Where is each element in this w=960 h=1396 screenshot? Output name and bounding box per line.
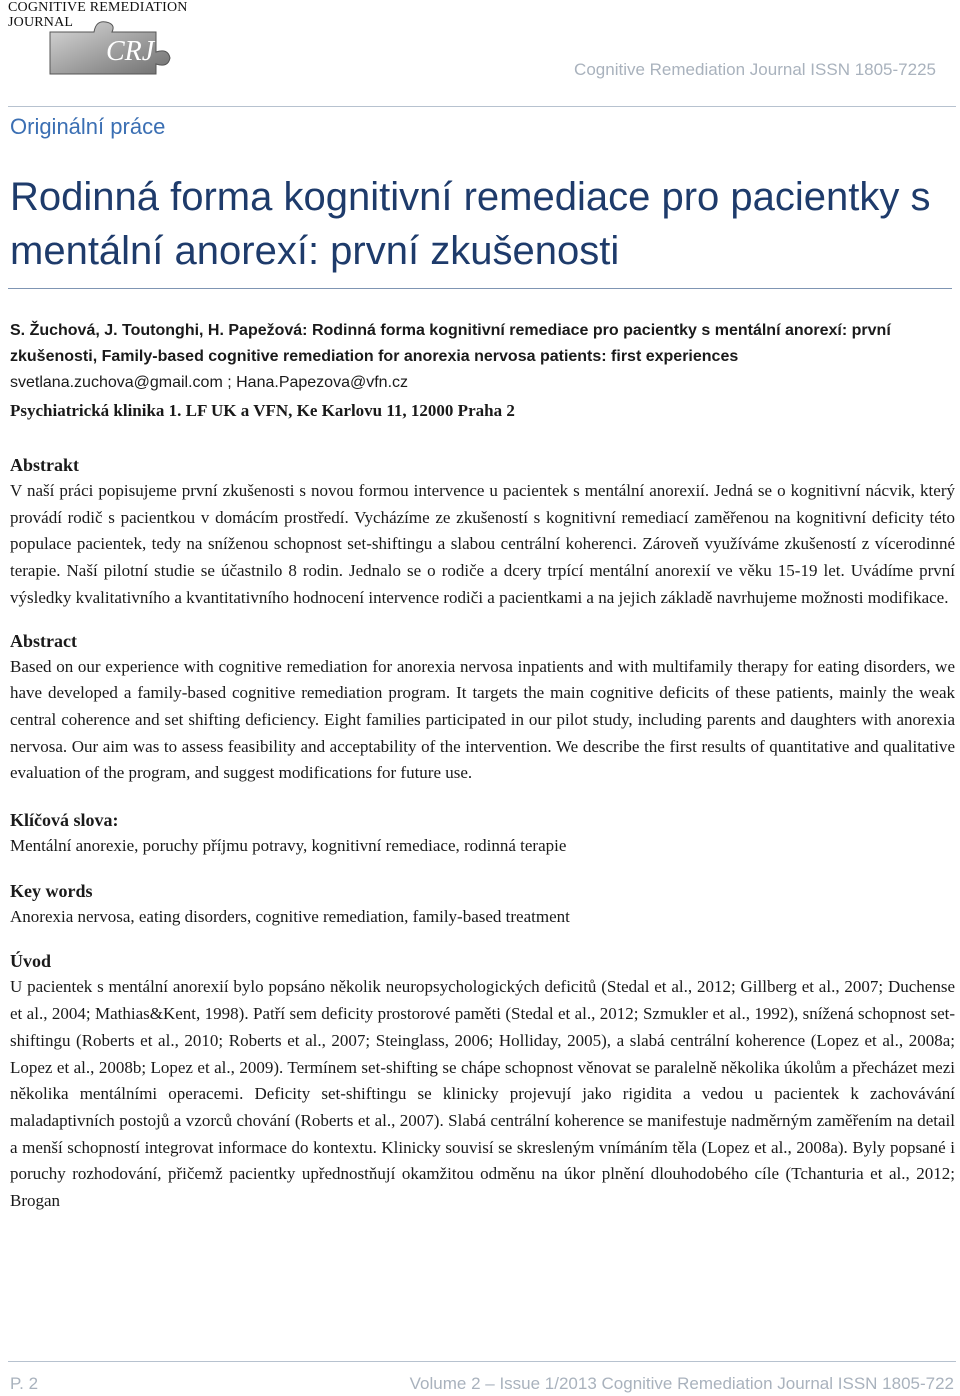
abstract-heading: Abstract [10,630,77,651]
affiliation: Psychiatrická klinika 1. LF UK a VFN, Ke Karlovu 11, 12000 Praha 2 [10,401,515,420]
key-words-heading: Key words [10,880,93,901]
footer-divider [8,1361,956,1362]
article-body [10,452,955,1215]
journal-logo [8,0,218,76]
logo-mark-text: CRJ [106,36,155,67]
key-words-text: Anorexia nervosa, eating disorders, cognitive remediation, family-based treatment [10,906,570,926]
puzzle-logo-icon [46,12,206,76]
citation: S. Žuchová, J. Toutonghi, H. Papežová: Rodinná forma kognitivní remediace pro pacientky s mentální anorexí: první zkušenosti, Family-based cognitive remediation for anorexia nervosa patients: first experiences [10,322,891,365]
header-divider [8,106,956,107]
logo-line-1: COGNITIVE REMEDIATION [8,0,188,15]
uvod-heading: Úvod [10,951,52,972]
abstract-text: Based on our experience with cognitive remediation for anorexia nervosa inpatients and with multifamily therapy for eating disorders, we have developed a family-based cognitive remediation program. It targets the main cognitive deficits of these patients, mainly the weak central coherence and set shifting deficiency. Eight families participated in our pilot study, including parents and daughters with anorexia nervosa. Our aim was to assess feasibility and acceptability of the intervention. We describe the first results of quantitative and qualitative evaluation of the program, and suggest modifications for future use. [10,656,955,783]
uvod-text: U pacientek s mentální anorexií bylo popsáno několik neuropsychologických deficitů (Stedal et al., 2012; Gillberg et al., 2007; Duchense et al., 2004; Mathias&Kent, 1998). Patří sem deficity prostorové paměti (Stedal et al., 2012; Szmukler et al., 1992), snížená schopnost set-shiftingu (Roberts et al., 2010; Roberts et al., 2007; Steinglass, 2006; Holliday, 2005), a slabá centrální koherence (Lopez et al., 2008a; Lopez et al., 2008b; Lopez et al., 2009). Termínem set-shifting se chápe schopnost věnovat se paralelně několika úkolům a přecházet mezi několika mentálními operacemi. Deficity set-shiftingu se klinicky projevují jako rigidita a vedou u pacientek k zachovávání maladaptivních postojů a vzorců chování (Roberts et al., 2007). Slabá centrální koherence se manifestuje nadměrným zaměřením na detail a menší schopností integrovat informace do kontextu. Klinicky souvisí se skresleným vnímáním těla (Lopez et al., 2008a). Byly popsané i poruchy rozhodování, přičemž pacientky upřednostňují okamžitou odměnu na úkor plnění dlouhodobého cíle (Tchanturia et al., 2012; Brogan [10,977,955,1211]
author-emails[interactable]: svetlana.zuchova@gmail.com ; Hana.Papezova@vfn.cz [10,374,409,391]
abstrakt-heading: Abstrakt [10,455,80,475]
page-number: P. 2 [10,1374,39,1393]
klicova-slova-heading: Klíčová slova: [10,810,119,831]
section-label: Originální práce [10,114,166,139]
header-issn: Cognitive Remediation Journal ISSN 1805-7225 [574,60,936,79]
logo-line-2: JOURNAL [8,15,74,30]
article-title: Rodinná forma kognitivní remediace pro pacientky s mentální anorexí: první zkušenosti [10,175,931,273]
abstrakt-text: V naší práci popisujeme první zkušenosti s novou formou intervence u pacientek s mentální anorexií. Jedná se o kognitivní nácvik, který provádí rodič s pacientkou v domácím prostředí. Vycházíme ze zkušeností s kognitivní remediací zaměřenou na kognitivní deficity této populace pacientek, tedy na sníženou schopnost set-shiftingu a slabou centrální koherenci. Zároveň využíváme zkušeností z vícerodinné terapie. Naší pilotní studie se účastnilo 8 rodin. Jednalo se o rodiče a dcery trpící mentální anorexií ve věku 15-19 let. Uvádíme první výsledky kvalitativního a kvantitativního hodnocení intervence rodiči a pacientkami a na jejich základě navrhujeme možnosti modifikace. [10,481,955,607]
footer-journal-info: Volume 2 – Issue 1/2013 Cognitive Remediation Journal ISSN 1805-722 [409,1374,954,1393]
article-meta [10,318,954,424]
title-divider [8,288,952,289]
klicova-slova-text: Mentální anorexie, poruchy příjmu potravy, kognitivní remediace, rodinná terapie [10,836,567,856]
